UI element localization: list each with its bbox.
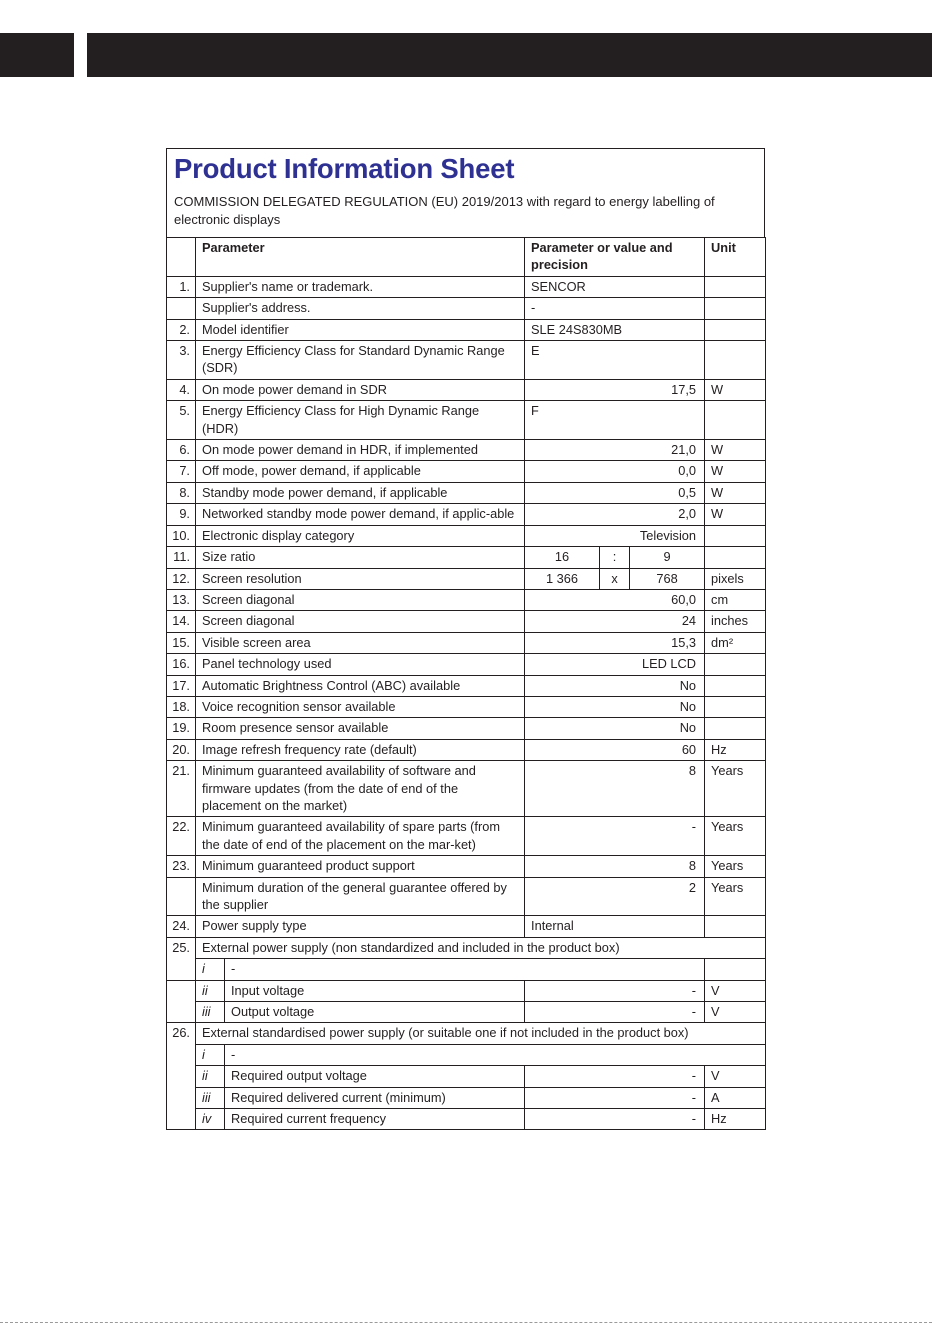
- header-number-cell: [167, 238, 196, 277]
- row-parameter: Image refresh frequency rate (default): [196, 739, 525, 760]
- row-value: 21,0: [525, 440, 705, 461]
- row-number: 2.: [167, 319, 196, 340]
- subrow-value: -: [525, 1066, 705, 1087]
- row-number: 13.: [167, 589, 196, 610]
- product-info-table: [166, 237, 766, 1130]
- table-row: [167, 654, 766, 675]
- row-value: 0,5: [525, 482, 705, 503]
- row-unit: Hz: [705, 739, 766, 760]
- table-subrow: [167, 980, 766, 1001]
- row-number: 3.: [167, 341, 196, 380]
- row-value: Television: [525, 525, 705, 546]
- row-unit: [705, 276, 766, 297]
- table-row: [167, 379, 766, 400]
- row-number: 17.: [167, 675, 196, 696]
- row-unit: W: [705, 379, 766, 400]
- row-parameter: Off mode, power demand, if applicable: [196, 461, 525, 482]
- row-value: 8: [525, 761, 705, 817]
- table-row: [167, 718, 766, 739]
- row-unit: [705, 654, 766, 675]
- row-number: 5.: [167, 401, 196, 440]
- row-parameter: Minimum duration of the general guarantee offered by the supplier: [196, 877, 525, 916]
- table-subrow: [167, 1066, 766, 1087]
- table-row: [167, 817, 766, 856]
- row-unit: [705, 341, 766, 380]
- table-row: [167, 461, 766, 482]
- table-row: [167, 482, 766, 503]
- header-parameter: Parameter: [196, 238, 525, 277]
- row-value: 60: [525, 739, 705, 760]
- subrow-numeral: i: [196, 1044, 225, 1065]
- table-header-row: [167, 238, 766, 277]
- table-row: [167, 568, 766, 589]
- row-number: 7.: [167, 461, 196, 482]
- table-subrow: [167, 1087, 766, 1108]
- table-row: [167, 276, 766, 297]
- subrow-unit: V: [705, 1002, 766, 1023]
- resolution-separator: x: [600, 568, 630, 589]
- table-row: [167, 877, 766, 916]
- table-subrow: [167, 1109, 766, 1130]
- row-value: 24: [525, 611, 705, 632]
- header-unit: Unit: [705, 238, 766, 277]
- subrow-unit: [705, 959, 766, 980]
- row-parameter: On mode power demand in SDR: [196, 379, 525, 400]
- table-row: [167, 761, 766, 817]
- ratio-separator: :: [600, 547, 630, 568]
- subrow-unit: Hz: [705, 1109, 766, 1130]
- row-unit: inches: [705, 611, 766, 632]
- row-number: 19.: [167, 718, 196, 739]
- subrow-unit: A: [705, 1087, 766, 1108]
- sheet-header: [166, 148, 765, 237]
- regulation-text: COMMISSION DELEGATED REGULATION (EU) 2019/2013 with regard to energy labelling of electronic displays: [174, 194, 715, 227]
- table-row: [167, 589, 766, 610]
- subrow-numeral: iii: [196, 1087, 225, 1108]
- row-value: 15,3: [525, 632, 705, 653]
- row-parameter: Visible screen area: [196, 632, 525, 653]
- table-subrow: [167, 1002, 766, 1023]
- subrow-numeral: i: [196, 959, 225, 980]
- row-value: SENCOR: [525, 276, 705, 297]
- row-value: No: [525, 718, 705, 739]
- subrow-parameter: -: [225, 959, 705, 980]
- row-value: -: [525, 298, 705, 319]
- row-number: 18.: [167, 696, 196, 717]
- ratio-height: 9: [630, 547, 705, 568]
- row-value: 2: [525, 877, 705, 916]
- row-parameter: External standardised power supply (or suitable one if not included in the product box): [196, 1023, 766, 1044]
- row-value: E: [525, 341, 705, 380]
- table-row: [167, 341, 766, 380]
- row-parameter: Model identifier: [196, 319, 525, 340]
- row-parameter: Room presence sensor available: [196, 718, 525, 739]
- row-value: 2,0: [525, 504, 705, 525]
- subrow-value: -: [525, 980, 705, 1001]
- row-unit: Years: [705, 877, 766, 916]
- row-value: SLE 24S830MB: [525, 319, 705, 340]
- table-row: [167, 504, 766, 525]
- row-parameter: On mode power demand in HDR, if implemented: [196, 440, 525, 461]
- row-number-blank: [167, 980, 196, 1023]
- subrow-parameter: Input voltage: [225, 980, 525, 1001]
- row-unit: [705, 675, 766, 696]
- row-number: 8.: [167, 482, 196, 503]
- subrow-numeral: ii: [196, 980, 225, 1001]
- row-value: No: [525, 675, 705, 696]
- row-parameter: Supplier's name or trademark.: [196, 276, 525, 297]
- row-number: 1.: [167, 276, 196, 297]
- row-number: 4.: [167, 379, 196, 400]
- table-row: [167, 739, 766, 760]
- subrow-unit: V: [705, 980, 766, 1001]
- row-parameter: Screen diagonal: [196, 611, 525, 632]
- row-unit: [705, 547, 766, 568]
- sheet-title: Product Information Sheet: [174, 153, 515, 184]
- subrow-parameter: Required output voltage: [225, 1066, 525, 1087]
- row-unit: [705, 916, 766, 937]
- resolution-width: 1 366: [525, 568, 600, 589]
- row-number: 21.: [167, 761, 196, 817]
- row-unit: dm²: [705, 632, 766, 653]
- subrow-unit: V: [705, 1066, 766, 1087]
- table-row: [167, 696, 766, 717]
- table-row: [167, 401, 766, 440]
- table-row: [167, 319, 766, 340]
- row-parameter: Screen resolution: [196, 568, 525, 589]
- row-parameter: Size ratio: [196, 547, 525, 568]
- table-row: [167, 916, 766, 937]
- subrow-numeral: iv: [196, 1109, 225, 1130]
- row-unit: [705, 525, 766, 546]
- row-number: 9.: [167, 504, 196, 525]
- row-parameter: Energy Efficiency Class for Standard Dynamic Range (SDR): [196, 341, 525, 380]
- subrow-numeral: ii: [196, 1066, 225, 1087]
- row-number: 22.: [167, 817, 196, 856]
- row-value: No: [525, 696, 705, 717]
- row-unit: [705, 401, 766, 440]
- subrow-parameter: Output voltage: [225, 1002, 525, 1023]
- row-value: 60,0: [525, 589, 705, 610]
- row-number: 23.: [167, 856, 196, 877]
- row-parameter: Minimum guaranteed availability of spare parts (from the date of end of the placement on the mar-ket): [196, 817, 525, 856]
- resolution-height: 768: [630, 568, 705, 589]
- row-parameter: Supplier's address.: [196, 298, 525, 319]
- row-unit: W: [705, 504, 766, 525]
- row-number: 10.: [167, 525, 196, 546]
- row-value: 8: [525, 856, 705, 877]
- row-number: 6.: [167, 440, 196, 461]
- row-unit: W: [705, 482, 766, 503]
- row-unit: [705, 718, 766, 739]
- table-row: [167, 547, 766, 568]
- table-row: [167, 937, 766, 958]
- row-number: 26.: [167, 1023, 196, 1130]
- row-value: LED LCD: [525, 654, 705, 675]
- row-unit: Years: [705, 817, 766, 856]
- row-parameter: Electronic display category: [196, 525, 525, 546]
- row-parameter: Networked standby mode power demand, if applic-able: [196, 504, 525, 525]
- row-number: 12.: [167, 568, 196, 589]
- row-number: 16.: [167, 654, 196, 675]
- row-number: 25.: [167, 937, 196, 980]
- row-unit: W: [705, 440, 766, 461]
- row-value: -: [525, 817, 705, 856]
- table-row: [167, 856, 766, 877]
- row-parameter: Minimum guaranteed product support: [196, 856, 525, 877]
- table-row: [167, 632, 766, 653]
- row-unit: [705, 298, 766, 319]
- row-parameter: External power supply (non standardized and included in the product box): [196, 937, 766, 958]
- header-bar-left: [0, 33, 74, 77]
- table-row: [167, 675, 766, 696]
- table-row: [167, 611, 766, 632]
- row-unit: [705, 319, 766, 340]
- row-parameter: Panel technology used: [196, 654, 525, 675]
- row-number: 11.: [167, 547, 196, 568]
- row-parameter: Minimum guaranteed availability of software and firmware updates (from the date of end of the placement on the market): [196, 761, 525, 817]
- row-number: 15.: [167, 632, 196, 653]
- subrow-parameter: Required delivered current (minimum): [225, 1087, 525, 1108]
- row-value: 17,5: [525, 379, 705, 400]
- row-value: Internal: [525, 916, 705, 937]
- table-subrow: [167, 1044, 766, 1065]
- page-bottom-rule: [0, 1322, 932, 1323]
- table-row: [167, 525, 766, 546]
- subrow-parameter: -: [225, 1044, 766, 1065]
- row-parameter: Automatic Brightness Control (ABC) available: [196, 675, 525, 696]
- row-parameter: Energy Efficiency Class for High Dynamic Range (HDR): [196, 401, 525, 440]
- row-unit: W: [705, 461, 766, 482]
- ratio-width: 16: [525, 547, 600, 568]
- table-subrow: [167, 959, 766, 980]
- subrow-value: -: [525, 1109, 705, 1130]
- row-parameter: Voice recognition sensor available: [196, 696, 525, 717]
- product-information-sheet: [166, 148, 765, 1130]
- subrow-value: -: [525, 1087, 705, 1108]
- row-unit: [705, 696, 766, 717]
- subrow-value: -: [525, 1002, 705, 1023]
- row-number: [167, 298, 196, 319]
- table-row: [167, 1023, 766, 1044]
- subrow-parameter: Required current frequency: [225, 1109, 525, 1130]
- row-unit: Years: [705, 856, 766, 877]
- row-number: 24.: [167, 916, 196, 937]
- row-unit: pixels: [705, 568, 766, 589]
- row-number: 20.: [167, 739, 196, 760]
- row-value: F: [525, 401, 705, 440]
- subrow-numeral: iii: [196, 1002, 225, 1023]
- row-unit: Years: [705, 761, 766, 817]
- row-parameter: Screen diagonal: [196, 589, 525, 610]
- row-parameter: Power supply type: [196, 916, 525, 937]
- row-number: [167, 877, 196, 916]
- table-row: [167, 298, 766, 319]
- table-row: [167, 440, 766, 461]
- row-value: 0,0: [525, 461, 705, 482]
- row-parameter: Standby mode power demand, if applicable: [196, 482, 525, 503]
- row-number: 14.: [167, 611, 196, 632]
- header-value: Parameter or value and precision: [525, 238, 705, 277]
- row-unit: cm: [705, 589, 766, 610]
- header-bar-right: [87, 33, 932, 77]
